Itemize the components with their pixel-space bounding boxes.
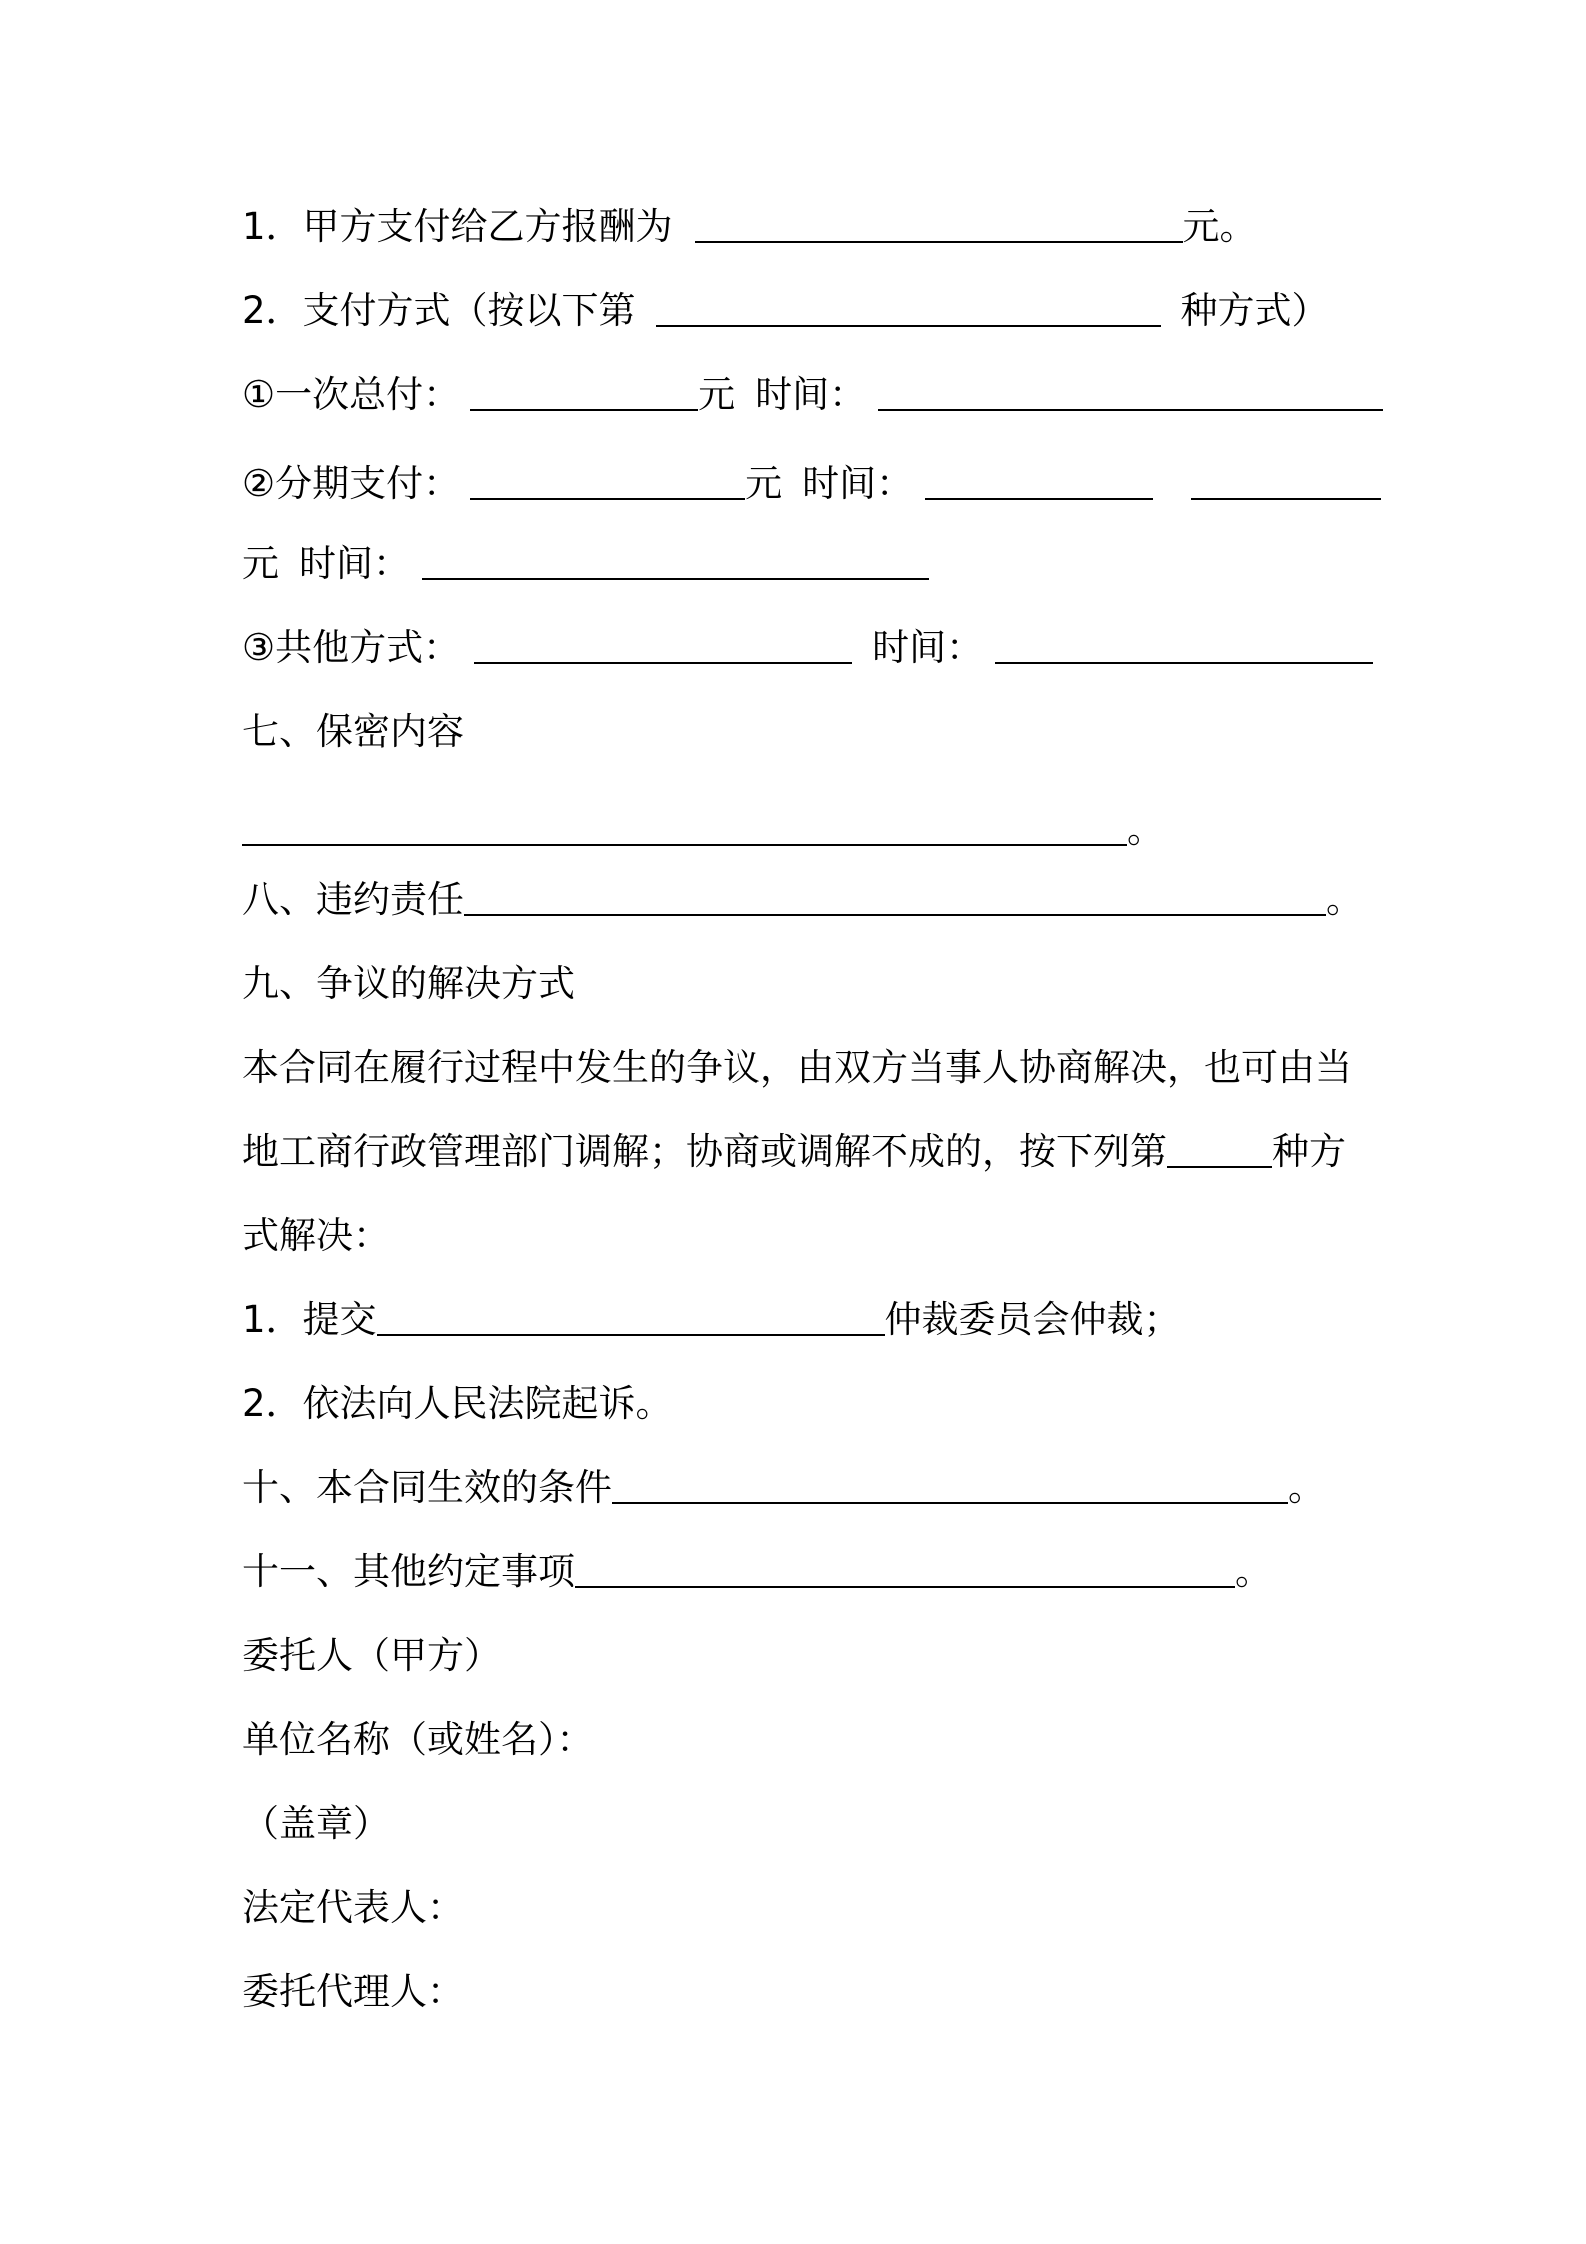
other-method-time-blank [995, 662, 1373, 664]
dispute-para-line-1: 本合同在履行过程中发生的争议，由双方当事人协商解决，也可由当 [242, 1046, 1352, 1089]
installment-cont-time-label: 时间： [299, 542, 410, 585]
breach-end: 。 [1326, 878, 1363, 921]
payment-method-blank [656, 325, 1161, 327]
arbitration-blank [377, 1334, 885, 1336]
installment-cont-time-blank [422, 578, 929, 580]
section-8-line [242, 876, 1363, 924]
payment-amount-unit: 元。 [1182, 205, 1257, 248]
section-7-title: 七、保密内容 [242, 710, 464, 753]
payment-method-line [242, 287, 1329, 335]
breach-blank [464, 914, 1326, 916]
installment-cont-line [242, 540, 929, 588]
other-method-label: ③共他方式： [242, 626, 461, 669]
lump-sum-time-blank [878, 409, 1383, 411]
other-agreements-blank [575, 1586, 1235, 1588]
dispute-para-line-3: 式解决： [242, 1214, 390, 1257]
installment-time-blank [925, 498, 1153, 500]
arbitration-end: 仲裁委员会仲裁； [884, 1298, 1181, 1341]
confidentiality-end: 。 [1127, 808, 1164, 851]
unit-name-label: 单位名称（或姓名）： [242, 1718, 594, 1761]
dispute-para-line-2 [242, 1128, 1346, 1176]
client-party-label: 委托人（甲方） [242, 1634, 501, 1677]
section-8-title: 八、违约责任 [242, 878, 464, 921]
other-method-time-label: 时间： [872, 626, 984, 669]
dispute-para-line-2-a: 地工商行政管理部门调解；协商或调解不成的，按下列第 [242, 1130, 1167, 1173]
lump-sum-unit: 元 [698, 373, 736, 416]
payment-amount-blank [695, 241, 1183, 243]
payment-amount-label: 1．甲方支付给乙方报酬为 [242, 205, 673, 248]
arbitration-label: 1．提交 [242, 1298, 377, 1341]
section-11-line [242, 1548, 1272, 1596]
installment-time-label: 时间： [802, 462, 914, 505]
section-9-title: 九、争议的解决方式 [242, 962, 575, 1005]
lump-sum-label: ①一次总付： [242, 373, 461, 416]
effective-conditions-blank [612, 1502, 1288, 1504]
installment-cont-unit: 元 [242, 542, 279, 585]
section-10-title: 十、本合同生效的条件 [242, 1466, 612, 1509]
lawsuit-line: 2．依法向人民法院起诉。 [242, 1382, 673, 1425]
installment-amount2-blank [1191, 498, 1381, 500]
other-method-line [242, 624, 1373, 672]
section-11-title: 十一、其他约定事项 [242, 1550, 575, 1593]
payment-method-label: 2．支付方式（按以下第 [242, 289, 636, 332]
installment-line [242, 460, 1381, 508]
effective-conditions-end: 。 [1288, 1466, 1325, 1509]
seal-label: （盖章） [242, 1802, 390, 1845]
dispute-para-line-2-b: 种方 [1272, 1130, 1346, 1173]
section-10-line [242, 1464, 1325, 1512]
dispute-method-blank [1167, 1166, 1272, 1168]
payment-amount-line [242, 203, 1257, 251]
confidentiality-blank [242, 844, 1127, 846]
legal-representative-label: 法定代表人： [242, 1886, 464, 1929]
confidentiality-line [242, 806, 1164, 854]
installment-amount-blank [470, 498, 745, 500]
arbitration-line [242, 1296, 1181, 1344]
other-agreements-end: 。 [1235, 1550, 1272, 1593]
payment-method-end: 种方式） [1180, 289, 1329, 332]
other-method-blank [474, 662, 852, 664]
lump-sum-time-label: 时间： [755, 373, 867, 416]
installment-unit: 元 [745, 462, 783, 505]
lump-sum-line [242, 371, 1383, 419]
authorized-agent-label: 委托代理人： [242, 1970, 464, 2013]
installment-label: ②分期支付： [242, 462, 461, 505]
lump-sum-amount-blank [470, 409, 698, 411]
